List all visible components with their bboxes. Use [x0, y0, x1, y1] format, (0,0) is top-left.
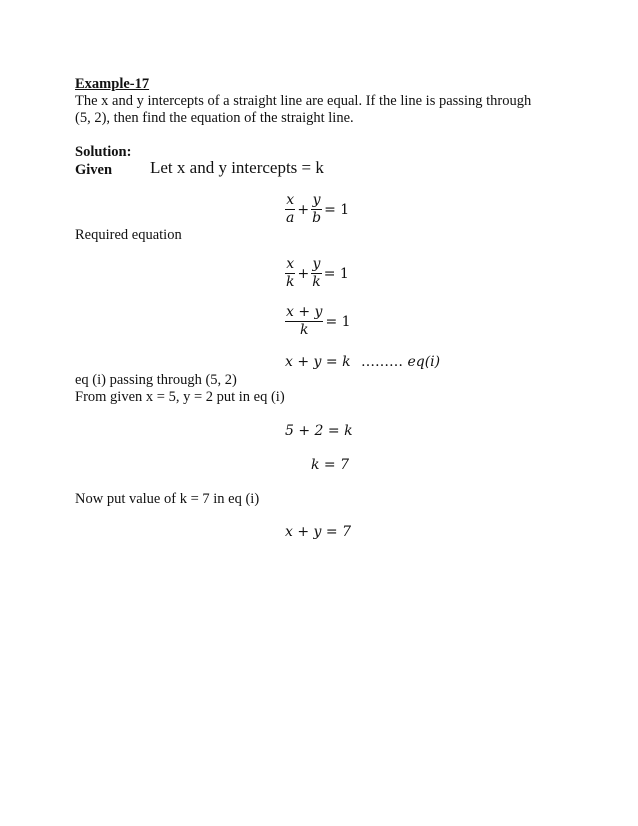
- eq1-plus: +: [297, 201, 310, 218]
- eq2-k2: k: [312, 274, 321, 290]
- equation-k-value: k = 7: [311, 457, 350, 473]
- eq2-rhs: = 1: [323, 265, 349, 282]
- given-label: Given: [75, 162, 113, 178]
- example-heading: Example-17: [75, 76, 150, 92]
- eq1-rhs: = 1: [324, 201, 350, 218]
- eq4-dots: ………: [361, 354, 408, 370]
- required-equation-label: Required equation: [75, 227, 182, 243]
- eq4-tag: eq(i): [407, 354, 441, 370]
- eq3-numerator: x + y: [286, 304, 323, 320]
- equation-substitution: 5 + 2 = k: [285, 423, 353, 439]
- eq2-y: y: [312, 256, 321, 272]
- eq2-plus: +: [297, 265, 310, 282]
- passing-through-line: eq (i) passing through (5, 2): [75, 372, 237, 388]
- eq2-x: x: [286, 256, 295, 272]
- problem-line-2: (5, 2), then find the equation of the straight line.: [75, 110, 354, 126]
- given-text: Let x and y intercepts = k: [150, 158, 324, 177]
- equation-combined-fraction: [285, 305, 353, 338]
- from-given-line: From given x = 5, y = 2 put in eq (i): [75, 389, 285, 405]
- eq1-b: b: [312, 210, 322, 226]
- equation-k-form: [285, 257, 351, 290]
- equation-i: [285, 354, 440, 370]
- eq3-rhs: = 1: [325, 313, 351, 330]
- eq3-denominator: k: [299, 322, 309, 338]
- eq4-lhs: x + y = k: [285, 354, 351, 370]
- final-equation: x + y = 7: [285, 524, 351, 540]
- now-put-value-line: Now put value of k = 7 in eq (i): [75, 491, 260, 507]
- eq2-k1: k: [286, 274, 295, 290]
- equation-intercept-form: [285, 193, 351, 226]
- eq1-x: x: [286, 192, 295, 208]
- eq1-a: a: [286, 210, 295, 226]
- eq1-y: y: [312, 192, 321, 208]
- problem-line-1: The x and y intercepts of a straight line are equal. If the line is passing through: [75, 93, 532, 109]
- solution-label: Solution:: [75, 144, 132, 160]
